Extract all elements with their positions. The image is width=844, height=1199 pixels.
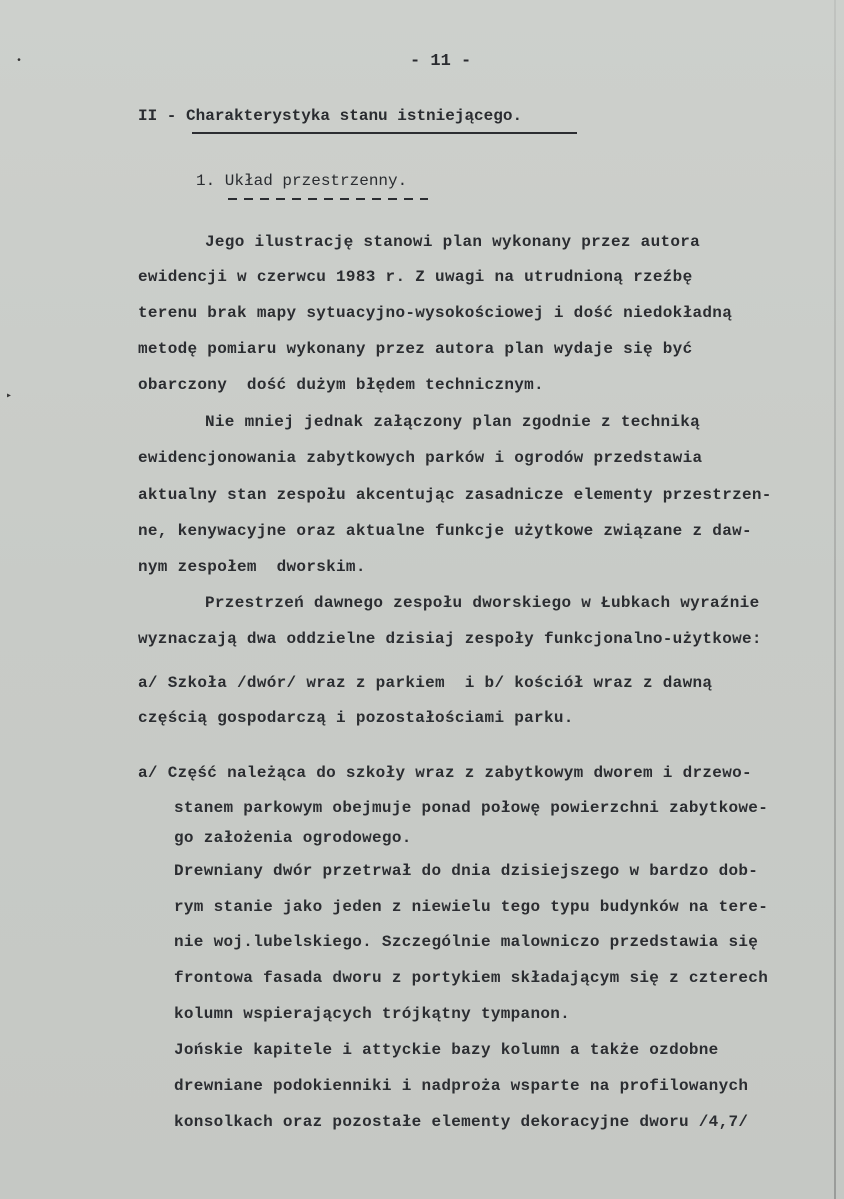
paragraph-line: metodę pomiaru wykonany przez autora plan wydaje się być: [138, 340, 693, 358]
paragraph-line: kolumn wspierających trójkątny tympanon.: [174, 1005, 571, 1023]
paragraph-line: terenu brak mapy sytuacyjno-wysokościowej i dość niedokładną: [138, 304, 733, 322]
paragraph-line: frontowa fasada dworu z portykiem składającym się z czterech: [174, 969, 769, 987]
paragraph-line: Przestrzeń dawnego zespołu dworskiego w Łubkach wyraźnie: [205, 594, 760, 612]
paragraph-line: Jego ilustrację stanowi plan wykonany przez autora: [205, 233, 701, 251]
paragraph-line: nie woj.lubelskiego. Szczególnie malowniczo przedstawia się: [174, 933, 759, 951]
margin-dot: •: [16, 56, 23, 67]
paragraph-line: Jońskie kapitele i attyckie bazy kolumn a także ozdobne: [174, 1041, 719, 1059]
paragraph-line: obarczony dość dużym błędem technicznym.: [138, 376, 544, 394]
paragraph-line: Drewniany dwór przetrwał do dnia dzisiejszego w bardzo dob-: [174, 862, 759, 880]
section-title-underline: [192, 132, 577, 134]
paragraph-line: aktualny stan zespołu akcentując zasadnicze elementy przestrzen-: [138, 486, 772, 504]
paragraph-line: częścią gospodarczą i pozostałościami parku.: [138, 709, 574, 727]
paragraph-line: go założenia ogrodowego.: [174, 829, 412, 847]
paragraph-line: a/ Szkoła /dwór/ wraz z parkiem i b/ kościół wraz z dawną: [138, 674, 713, 692]
margin-dot: ▸: [6, 391, 13, 402]
paragraph-line: ne, kenywacyjne oraz aktualne funkcje użytkowe związane z daw-: [138, 522, 752, 540]
page-number: - 11 -: [410, 52, 472, 71]
paragraph-line: ewidencji w czerwcu 1983 r. Z uwagi na utrudnioną rzeźbę: [138, 268, 693, 286]
paragraph-line: ewidencjonowania zabytkowych parków i ogrodów przedstawia: [138, 449, 703, 467]
paragraph-line: wyznaczają dwa oddzielne dzisiaj zespoły funkcjonalno-użytkowe:: [138, 630, 762, 648]
paragraph-line: konsolkach oraz pozostałe elementy dekoracyjne dworu /4,7/: [174, 1113, 749, 1131]
paragraph-line: stanem parkowym obejmuje ponad połowę powierzchni zabytkowe-: [174, 799, 769, 817]
paragraph-line: nym zespołem dworskim.: [138, 558, 366, 576]
paragraph-line: rym stanie jako jeden z niewielu tego typu budynków na tere-: [174, 898, 769, 916]
subsection-dashed-underline: [228, 198, 428, 200]
paragraph-line: a/ Część należąca do szkoły wraz z zabytkowym dworem i drzewo-: [138, 764, 752, 782]
page-edge-shadow: [834, 0, 836, 1199]
paragraph-line: drewniane podokienniki i nadproża wsparte na profilowanych: [174, 1077, 749, 1095]
section-title: II - Charakterystyka stanu istniejącego.: [138, 107, 523, 125]
subsection-title: 1. Układ przestrzenny.: [196, 172, 408, 190]
paragraph-line: Nie mniej jednak załączony plan zgodnie z techniką: [205, 413, 701, 431]
